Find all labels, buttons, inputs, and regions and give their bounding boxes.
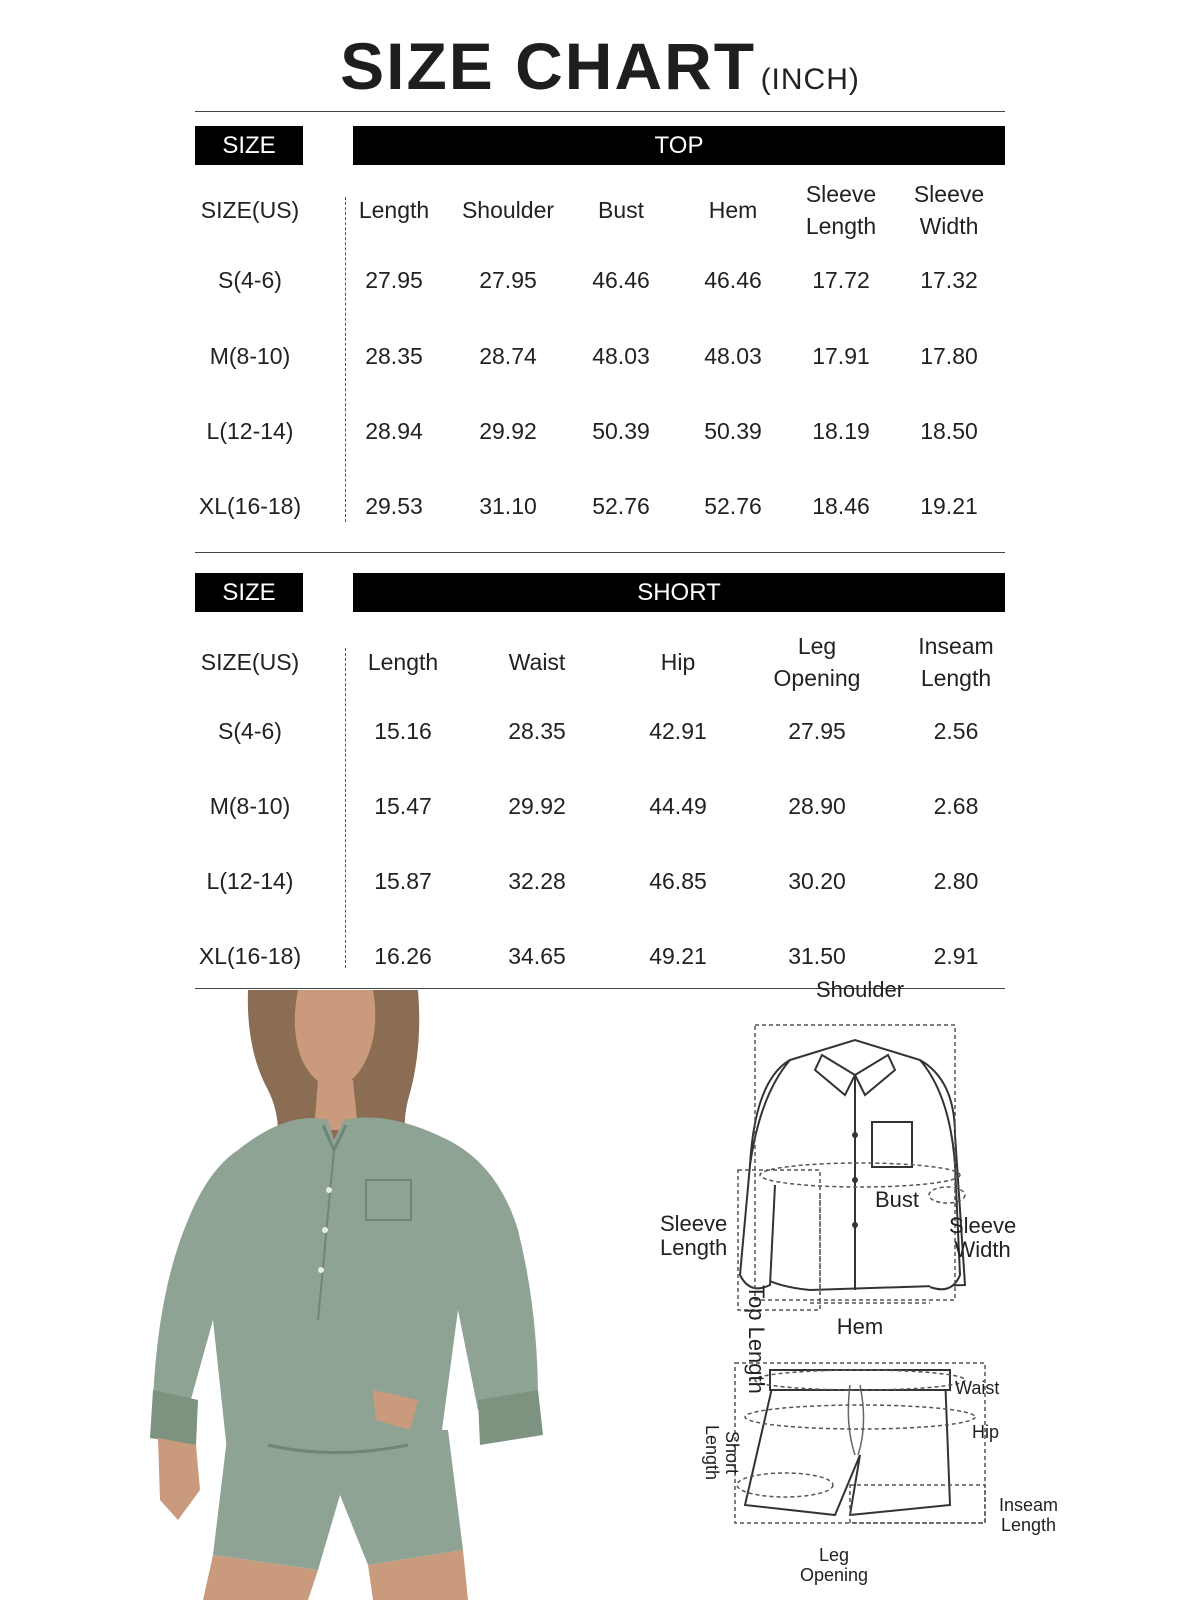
short-table-cell: 34.65 [508, 943, 566, 969]
top-table-cell: 28.35 [365, 343, 423, 369]
short-table-row-size: S(4-6) [218, 718, 282, 744]
chart-title-block [0, 28, 1200, 104]
top-table-cell: 48.03 [592, 343, 650, 369]
short-table-column-header: Length [367, 649, 439, 675]
top-table-cell: 52.76 [592, 493, 650, 519]
waist-label: Waist [955, 1378, 1000, 1398]
top-size-header: SIZE [195, 126, 303, 165]
short-table-cell: 2.80 [933, 868, 979, 894]
top-table-cell: 46.46 [704, 267, 762, 293]
leg-opening-label: Leg Opening [800, 1545, 869, 1585]
top-table-cell: 29.53 [365, 493, 423, 519]
top-dashed-separator [345, 197, 346, 522]
sleeve-length-label: Sleeve Length [660, 1211, 728, 1260]
top-table-cell: 17.72 [812, 267, 870, 293]
top-table-cell: 18.50 [920, 418, 978, 444]
short-table-column-header: Hip [660, 649, 696, 675]
top-table-column-header: Length [358, 197, 430, 223]
short-table-cell: 42.91 [649, 718, 707, 744]
short-table-row-size: M(8-10) [209, 793, 291, 819]
top-table-cell: 50.39 [704, 418, 762, 444]
short-dashed-separator [345, 648, 346, 968]
measurement-diagram [650, 977, 1070, 1585]
short-length-label: Short Length [702, 1425, 742, 1481]
short-table-column-header: SIZE(US) [200, 649, 300, 675]
shoulder-label: Shoulder [815, 977, 905, 1002]
hip-label: Hip [972, 1422, 1000, 1442]
top-table-cell: 27.95 [365, 267, 423, 293]
top-table-cell: 17.32 [920, 267, 978, 293]
top-table-cell: 50.39 [592, 418, 650, 444]
bust-label: Bust [875, 1187, 920, 1212]
chart-title: SIZE CHART [340, 29, 757, 103]
short-table-cell: 46.85 [649, 868, 707, 894]
hem-label: Hem [836, 1314, 884, 1339]
top-table-cell: 31.10 [479, 493, 537, 519]
short-table-cell: 15.87 [374, 868, 432, 894]
top-table-cell: 46.46 [592, 267, 650, 293]
top-table-cell: 27.95 [479, 267, 537, 293]
top-table-cell: 52.76 [704, 493, 762, 519]
top-table-cell: 28.94 [365, 418, 423, 444]
unit-label: (INCH) [760, 63, 860, 96]
top-table-row-size: L(12-14) [206, 418, 294, 444]
short-table-column-header: Leg Opening [773, 633, 861, 691]
short-table-cell: 15.47 [374, 793, 432, 819]
short-table-cell: 2.68 [933, 793, 979, 819]
short-table-cell: 16.26 [374, 943, 432, 969]
short-table-cell: 29.92 [508, 793, 566, 819]
divider-middle [195, 552, 1005, 553]
top-table-column-header: Bust [597, 197, 645, 223]
top-table-cell: 29.92 [479, 418, 537, 444]
short-table-cell: 31.50 [788, 943, 846, 969]
top-table-column-header: Sleeve Width [913, 181, 985, 239]
short-table-cell: 49.21 [649, 943, 707, 969]
short-table-column-header: Inseam Length [918, 633, 994, 691]
short-table-cell: 32.28 [508, 868, 566, 894]
top-table-cell: 18.46 [812, 493, 870, 519]
top-section-header: TOP [353, 126, 1005, 165]
sleeve-width-label: Sleeve Width [949, 1213, 1017, 1262]
short-table-cell: 28.35 [508, 718, 566, 744]
top-table-cell: 48.03 [704, 343, 762, 369]
top-table-column-header: Hem [708, 197, 758, 223]
short-table-cell: 2.56 [933, 718, 979, 744]
top-length-label: Top Length [744, 1285, 769, 1394]
short-table-cell: 30.20 [788, 868, 846, 894]
model-photo [118, 990, 568, 1600]
short-size-header: SIZE [195, 573, 303, 612]
top-table-column-header: SIZE(US) [200, 197, 300, 223]
top-table-column-header: Shoulder [461, 197, 555, 223]
short-table-cell: 44.49 [649, 793, 707, 819]
top-table-cell: 17.91 [812, 343, 870, 369]
top-table-cell: 17.80 [920, 343, 978, 369]
top-table-row-size: S(4-6) [218, 267, 282, 293]
inseam-length-label: Inseam Length [999, 1495, 1059, 1535]
top-table-row-size: M(8-10) [209, 343, 291, 369]
short-section-header: SHORT [353, 573, 1005, 612]
short-table-column-header: Waist [508, 649, 566, 675]
divider-top [195, 111, 1005, 112]
short-table-cell: 28.90 [788, 793, 846, 819]
short-table-cell: 27.95 [788, 718, 846, 744]
top-table-cell: 18.19 [812, 418, 870, 444]
top-table-row-size: XL(16-18) [198, 493, 302, 519]
short-table-row-size: XL(16-18) [198, 943, 302, 969]
short-table-row-size: L(12-14) [206, 868, 294, 894]
top-table-column-header: Sleeve Length [805, 181, 877, 239]
short-table-cell: 15.16 [374, 718, 432, 744]
short-table-cell: 2.91 [933, 943, 979, 969]
top-table-cell: 28.74 [479, 343, 537, 369]
top-table-cell: 19.21 [920, 493, 978, 519]
